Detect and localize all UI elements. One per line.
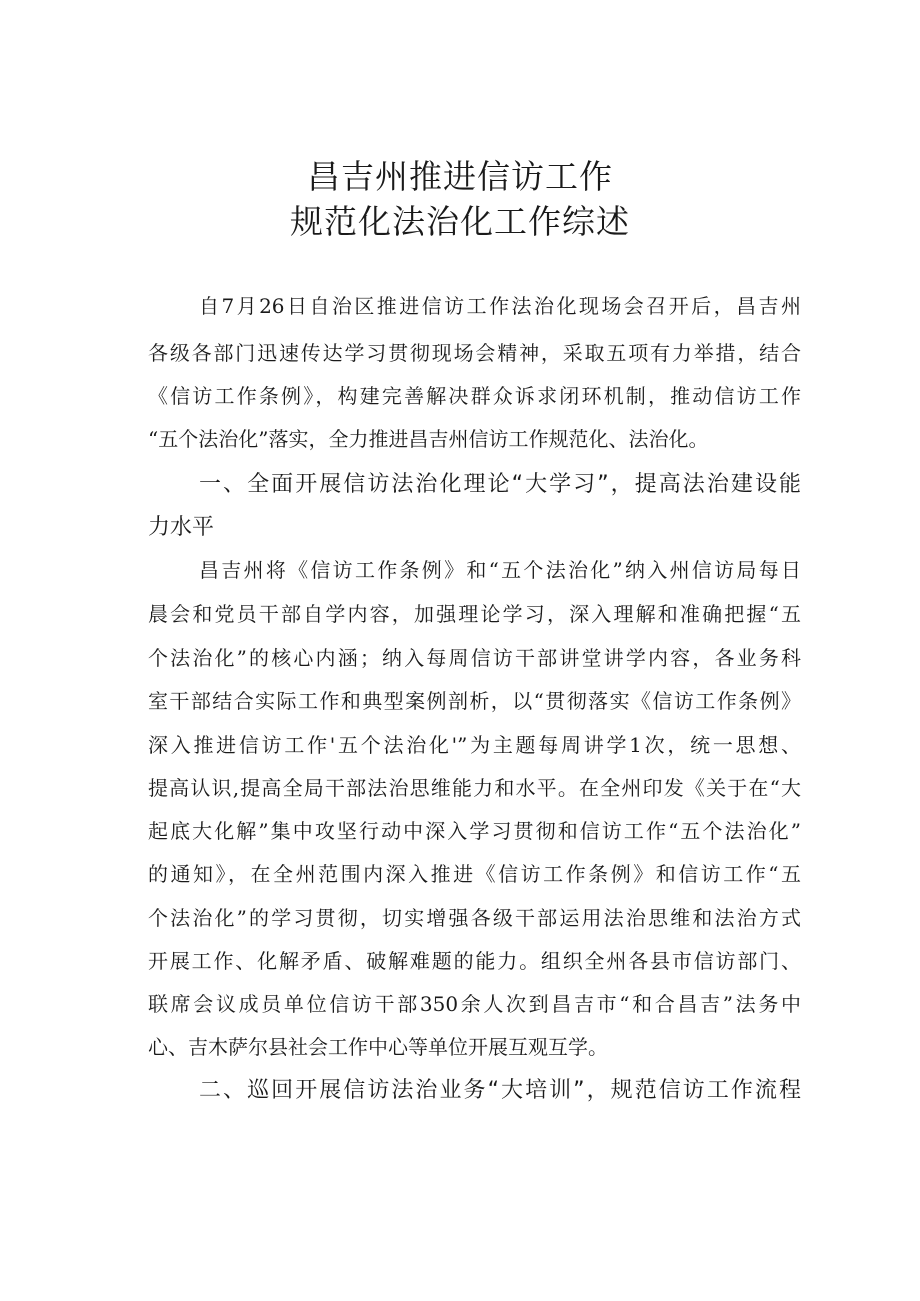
section-1-body-line: 起底大化解”集中攻坚行动中深入学习贯彻和信访工作“五个法治化” [148, 819, 801, 843]
section-1-body-line: 的通知》，在全州范围内深入推进《信访工作条例》和信访工作“五 [148, 862, 801, 886]
section-1-body-line: 晨会和党员干部自学内容，加强理论学习，深入理解和准确把握“五 [148, 602, 801, 626]
section-1-heading-line: 一、全面开展信访法治化理论“大学习”，提高法治建设能 [199, 472, 801, 497]
section-1-body-line: 联席会议成员单位信访干部350余人次到昌吉市“和合昌吉”法务中 [148, 992, 801, 1016]
section-1-body-line: 个法治化”的核心内涵；纳入每周信访干部讲堂讲学内容，各业务科 [148, 646, 801, 670]
intro-line: 《信访工作条例》，构建完善解决群众诉求闭环机制，推动信访工作 [148, 384, 801, 408]
section-1-body-line: 深入推进信访工作'五个法治化'”为主题每周讲学1次，统一思想、 [148, 733, 801, 757]
section-1-heading-line: 力水平 [148, 515, 215, 540]
section-1-body-line: 心、吉木萨尔县社会工作中心等单位开展互观互学。 [148, 1035, 608, 1059]
intro-line: 各级各部门迅速传达学习贯彻现场会精神，采取五项有力举措，结合 [148, 341, 801, 365]
section-1-body-line: 个法治化”的学习贯彻，切实增强各级干部运用法治思维和法治方式 [148, 906, 801, 930]
intro-line: 自7月26日自治区推进信访工作法治化现场会召开后，昌吉州 [199, 294, 801, 318]
section-1-body-line: 开展工作、化解矛盾、破解难题的能力。组织全州各县市信访部门、 [148, 949, 801, 973]
document-title-line-2: 规范化法治化工作综述 [290, 202, 630, 241]
document-title-line-1: 昌吉州推进信访工作 [307, 157, 613, 196]
section-1-body-line: 提高认识,提高全局干部法治思维能力和水平。在全州印发《关于在“大 [148, 776, 801, 800]
section-1-body-line: 昌吉州将《信访工作条例》和“五个法治化”纳入州信访局每日 [199, 558, 801, 582]
section-2-heading: 二、巡回开展信访法治业务“大培训”，规范信访工作流程 [199, 1078, 801, 1103]
intro-line: “五个法治化”落实，全力推进昌吉州信访工作规范化、法治化。 [148, 427, 709, 451]
section-1-body-line: 室干部结合实际工作和典型案例剖析，以“贯彻落实《信访工作条例》 [148, 689, 801, 713]
